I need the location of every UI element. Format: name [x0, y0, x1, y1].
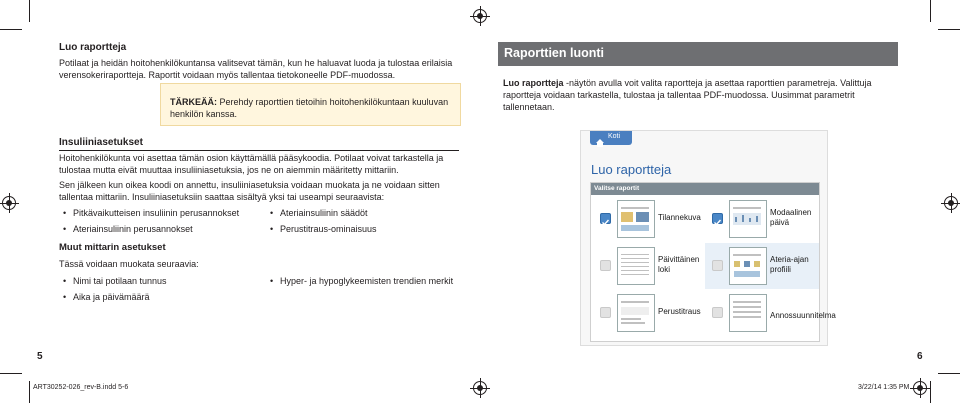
description-text: -näytön avulla voit valita raportteja ja asettaa raporttien parametreja. Valittuja raportteja voidaan tarkastella, tulostaa ja tallentaa PDF-muodossa. Uusimmat parametrit tallennetaan.: [503, 78, 872, 112]
important-note: [160, 83, 461, 126]
footer-file: ART30252-026_rev-B.indd 5-6: [33, 384, 129, 391]
crop-mark: [930, 381, 931, 403]
report-checkbox[interactable]: [600, 260, 611, 271]
list-item: • Nimi tai potilaan tunnus: [73, 275, 167, 287]
list-item: • Hyper- ja hypoglykeemisten trendien merkit: [280, 275, 453, 287]
crop-mark: [29, 381, 30, 403]
report-label: Ateria-ajan profiili: [770, 255, 809, 274]
report-thumbnail: [729, 294, 767, 332]
list-item: • Ateriainsuliinin säädöt: [280, 207, 368, 219]
report-option-daily-log[interactable]: [591, 243, 705, 289]
meter-settings-heading: Muut mittarin asetukset: [59, 242, 166, 253]
list-item: • Ateriainsuliinin perusannokset: [73, 223, 193, 235]
home-label: Koti: [608, 133, 621, 140]
banner-title: Raporttien luonti: [504, 46, 604, 60]
report-thumbnail: [617, 294, 655, 332]
page-number-right: 6: [917, 351, 923, 362]
insulin-paragraph-1: Hoitohenkilökunta voi asettaa tämän osion käyttämällä pääsykoodia. Potilaat voivat tarkastella ja tulostaa mutta eivät muuttaa insuliiniasetuksia, jos ne on aiemmin määritetty mittariin.: [59, 153, 444, 175]
meter-paragraph: Tässä voidaan muokata seuraavia:: [59, 259, 199, 269]
important-text: Perehdy raporttien tietoihin hoitohenkilökuntaan kuuluvan henkilön kanssa.: [170, 97, 449, 119]
crop-mark: [29, 0, 30, 22]
footer-date: 3/22/14 1:35 PM: [858, 384, 910, 391]
description-bold: Luo raportteja: [503, 78, 564, 88]
registration-mark-right-icon: [944, 196, 958, 210]
registration-mark-left-icon: [2, 196, 16, 210]
divider: [59, 150, 459, 151]
registration-mark-top-center-icon: [473, 9, 487, 23]
page-number-left: 5: [37, 351, 43, 362]
insulin-paragraph-2: Sen jälkeen kun oikea koodi on annettu, insuliiniasetuksia voidaan muokata ja ne voidaan sitten tallentaa mittariin. Insuliiniasetuksiin saattaa sisältyä yksi tai useampi seuraavista:: [59, 180, 440, 202]
report-thumbnail: [617, 200, 655, 238]
crop-mark: [938, 29, 960, 30]
screen-title: Luo raportteja: [591, 162, 672, 177]
report-option-dose-plan[interactable]: [705, 290, 836, 336]
report-option-modal-day[interactable]: [705, 196, 819, 242]
description-paragraph: [503, 77, 898, 113]
report-checkbox[interactable]: [600, 307, 611, 318]
report-option-snapshot[interactable]: [591, 196, 705, 242]
report-label: Tilannekuva: [658, 213, 701, 222]
report-label: Modaalinen päivä: [770, 208, 812, 227]
report-label: Perustitraus: [658, 307, 701, 316]
report-thumbnail: [729, 200, 767, 238]
list-item: • Pitkävaikutteisen insuliinin perusannokset: [73, 207, 239, 219]
home-button[interactable]: [590, 131, 632, 145]
important-label: TÄRKEÄÄ:: [170, 97, 217, 107]
page-title: Luo raportteja: [59, 42, 127, 53]
report-label: Annossuunnitelma: [770, 311, 836, 320]
list-item: • Perustitraus-ominaisuus: [280, 223, 377, 235]
list-item: • Aika ja päivämäärä: [73, 291, 150, 303]
section-banner: [498, 42, 898, 66]
home-icon: [596, 134, 604, 142]
device-screen: [580, 130, 836, 346]
report-option-mealtime-profile[interactable]: [705, 243, 819, 289]
report-label: Päivittäinen loki: [658, 255, 700, 274]
crop-mark: [0, 373, 22, 374]
panel-header-label: Valitse raportit: [594, 185, 640, 192]
registration-mark-bottom-right-icon: [913, 381, 927, 395]
report-thumbnail: [617, 247, 655, 285]
panel-header: [591, 183, 819, 195]
insulin-settings-heading: Insuliiniasetukset: [59, 137, 143, 148]
report-checkbox[interactable]: [600, 213, 611, 224]
report-panel: [590, 182, 836, 342]
report-option-basal-titration[interactable]: [591, 290, 705, 336]
crop-mark: [938, 373, 960, 374]
crop-mark: [930, 0, 931, 22]
report-checkbox[interactable]: [712, 213, 723, 224]
intro-paragraph: Potilaat ja heidän hoitohenkilökuntansa valitsevat tämän, kun he haluavat luoda ja tulostaa erilaisia verensokeriraportteja. Raportit voidaan myös tallentaa tietokoneelle PDF-muodossa.: [59, 58, 453, 80]
report-thumbnail: [729, 247, 767, 285]
report-checkbox[interactable]: [712, 307, 723, 318]
registration-mark-bottom-left-icon: [473, 381, 487, 395]
crop-mark: [0, 29, 22, 30]
report-checkbox[interactable]: [712, 260, 723, 271]
